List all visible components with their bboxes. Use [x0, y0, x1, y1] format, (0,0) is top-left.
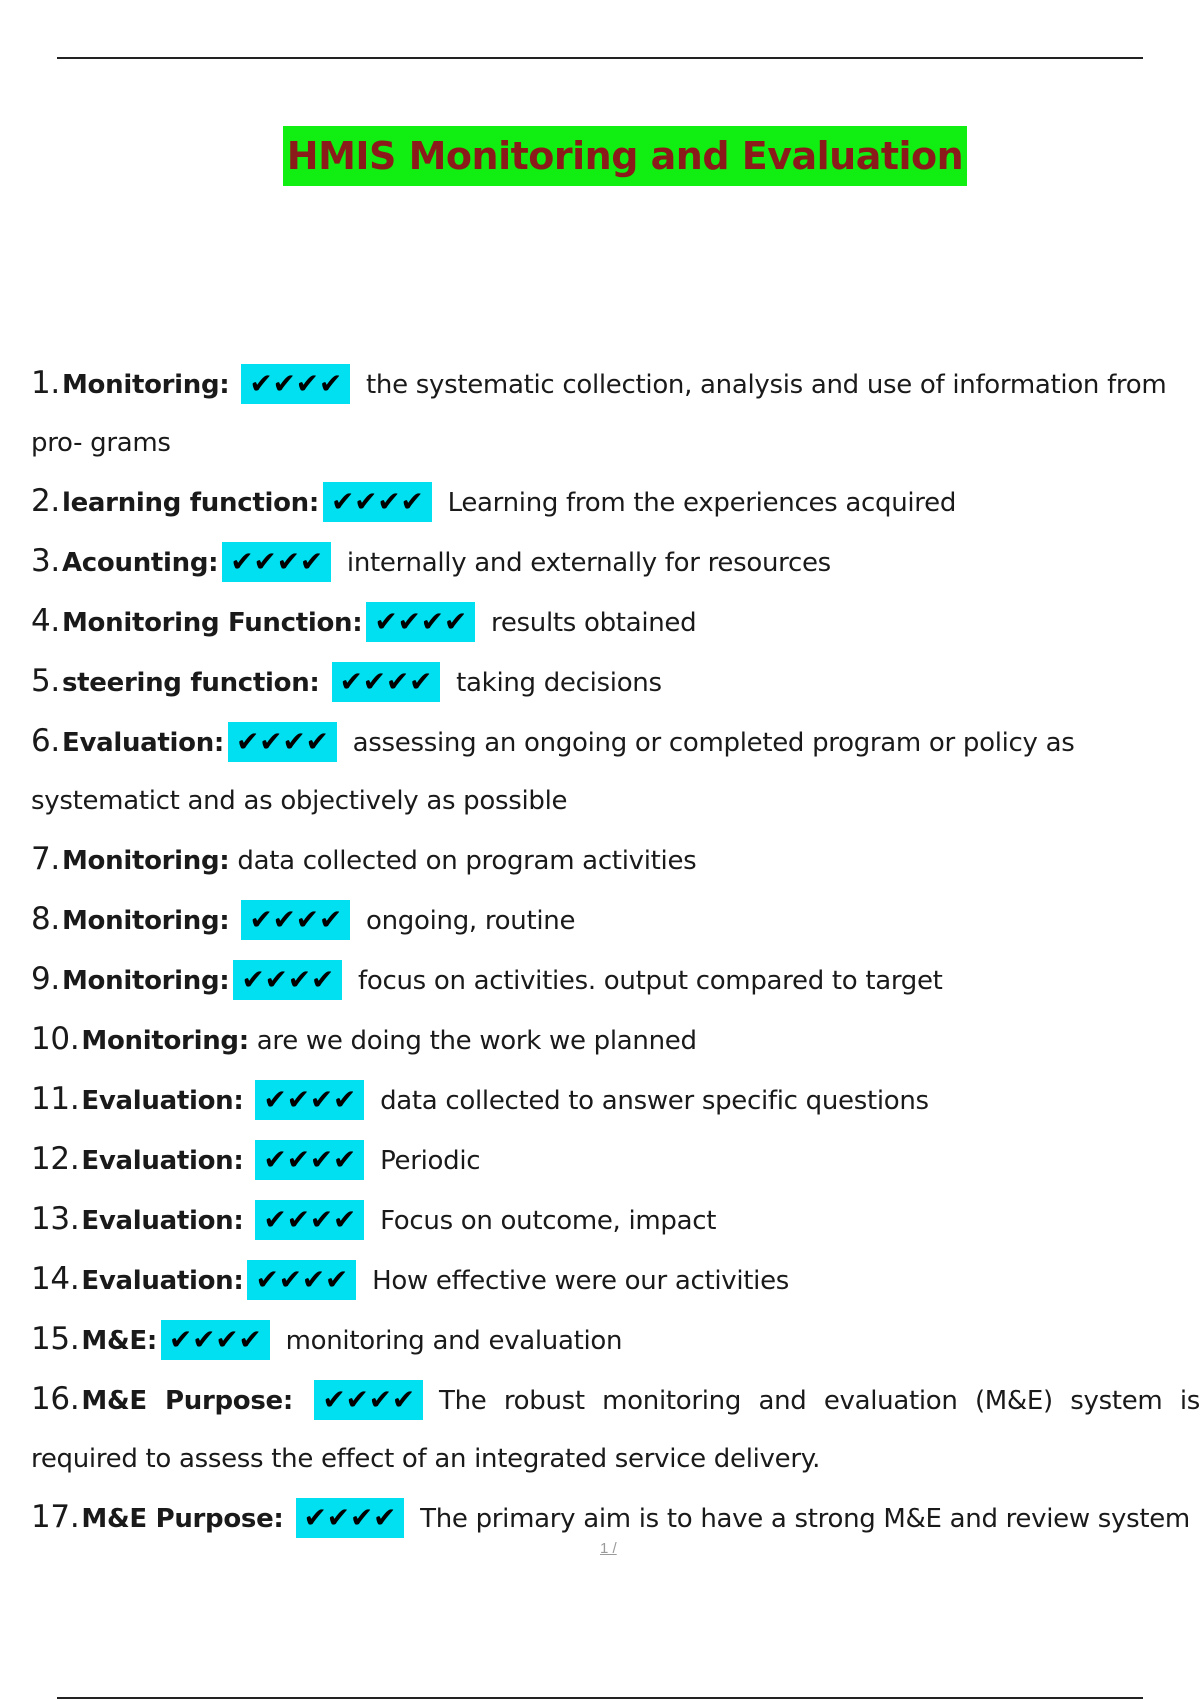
item-term: Evaluation:: [61, 728, 225, 758]
item-term: M&E Purpose:: [81, 1504, 284, 1534]
checkmarks-icon: ✔✔✔✔: [255, 1200, 364, 1240]
checkmarks-icon: ✔✔✔✔: [255, 1080, 364, 1120]
item-term: Monitoring:: [61, 906, 230, 936]
item-number: 16.: [31, 1381, 80, 1417]
item-term: Monitoring:: [61, 370, 230, 400]
top-rule: [57, 57, 1143, 59]
item-definition: Focus on outcome, impact: [380, 1206, 717, 1236]
list-item: [31, 1250, 1200, 1310]
item-definition: The robust monitoring and evaluation (M&E) system is required to assess the effect of an integrated service delivery.: [31, 1386, 1200, 1474]
item-number: 3.: [31, 543, 60, 579]
item-definition: are we doing the work we planned: [256, 1026, 697, 1056]
item-number: 5.: [31, 663, 60, 699]
page-title: HMIS Monitoring and Evaluation: [283, 126, 967, 186]
item-definition: Periodic: [380, 1146, 481, 1176]
checkmarks-icon: ✔✔✔✔: [233, 960, 342, 1000]
item-number: 11.: [31, 1081, 80, 1117]
item-number: 9.: [31, 961, 60, 997]
item-number: 2.: [31, 483, 60, 519]
item-number: 8.: [31, 901, 60, 937]
list-item: [31, 1190, 1200, 1250]
checkmarks-icon: ✔✔✔✔: [241, 364, 350, 404]
list-item: [31, 592, 1200, 652]
item-term: Evaluation:: [81, 1146, 244, 1176]
checkmarks-icon: ✔✔✔✔: [247, 1260, 356, 1300]
list-item: [31, 1370, 1200, 1488]
item-term: M&E:: [81, 1326, 157, 1356]
item-term: Monitoring:: [81, 1026, 249, 1056]
bottom-rule: [57, 1697, 1143, 1699]
item-term: Monitoring:: [61, 966, 230, 996]
list-item: [31, 830, 1200, 890]
item-term: Acounting:: [61, 548, 219, 578]
item-definition: How effective were our activities: [372, 1266, 790, 1296]
item-definition: ongoing, routine: [366, 906, 576, 936]
item-definition: monitoring and evaluation: [285, 1326, 623, 1356]
item-definition: results obtained: [491, 608, 697, 638]
item-term: M&E Purpose:: [81, 1386, 293, 1416]
item-definition: the systematic collection, analysis and use of information from pro- grams: [31, 370, 1167, 458]
checkmarks-icon: ✔✔✔✔: [314, 1380, 423, 1420]
item-definition: assessing an ongoing or completed program or policy as systematict and as objectively as possible: [31, 728, 1075, 816]
item-term: Evaluation:: [81, 1206, 244, 1236]
list-item: [31, 1310, 1200, 1370]
checkmarks-icon: ✔✔✔✔: [241, 900, 350, 940]
item-term: learning function:: [61, 488, 319, 518]
title-block: [0, 126, 1200, 186]
list-item: [31, 1130, 1200, 1190]
item-definition: taking decisions: [456, 668, 662, 698]
item-number: 14.: [31, 1261, 80, 1297]
checkmarks-icon: ✔✔✔✔: [222, 542, 331, 582]
item-definition: focus on activities. output compared to target: [358, 966, 943, 996]
checkmarks-icon: ✔✔✔✔: [323, 482, 432, 522]
item-number: 13.: [31, 1201, 80, 1237]
list-item: [31, 1010, 1200, 1070]
checkmarks-icon: ✔✔✔✔: [296, 1498, 405, 1538]
item-definition: data collected on program activities: [237, 846, 697, 876]
item-number: 1.: [31, 365, 60, 401]
item-number: 15.: [31, 1321, 80, 1357]
list-item: [31, 472, 1200, 532]
list-item: [31, 652, 1200, 712]
item-definition: The primary aim is to have a strong M&E and review system: [420, 1504, 1190, 1534]
item-term: Monitoring Function:: [61, 608, 363, 638]
item-number: 4.: [31, 603, 60, 639]
item-number: 12.: [31, 1141, 80, 1177]
item-definition: internally and externally for resources: [346, 548, 831, 578]
item-number: 6.: [31, 723, 60, 759]
item-term: Monitoring:: [61, 846, 230, 876]
checkmarks-icon: ✔✔✔✔: [255, 1140, 364, 1180]
list-item: [31, 532, 1200, 592]
page-number: 1 /: [600, 1540, 617, 1557]
list-item: [31, 354, 1200, 472]
item-number: 10.: [31, 1021, 80, 1057]
item-number: 17.: [31, 1499, 80, 1535]
list-item: [31, 950, 1200, 1010]
checkmarks-icon: ✔✔✔✔: [366, 602, 475, 642]
item-definition: Learning from the experiences acquired: [447, 488, 957, 518]
checkmarks-icon: ✔✔✔✔: [332, 662, 441, 702]
list-item: [31, 1488, 1200, 1548]
checkmarks-icon: ✔✔✔✔: [228, 722, 337, 762]
list-item: [31, 890, 1200, 950]
item-definition: data collected to answer specific questions: [380, 1086, 929, 1116]
list-item: [31, 712, 1200, 830]
item-term: Evaluation:: [81, 1266, 244, 1296]
item-term: Evaluation:: [81, 1086, 244, 1116]
definition-list: [31, 354, 1200, 1548]
checkmarks-icon: ✔✔✔✔: [161, 1320, 270, 1360]
item-number: 7.: [31, 841, 60, 877]
item-term: steering function:: [61, 668, 320, 698]
list-item: [31, 1070, 1200, 1130]
